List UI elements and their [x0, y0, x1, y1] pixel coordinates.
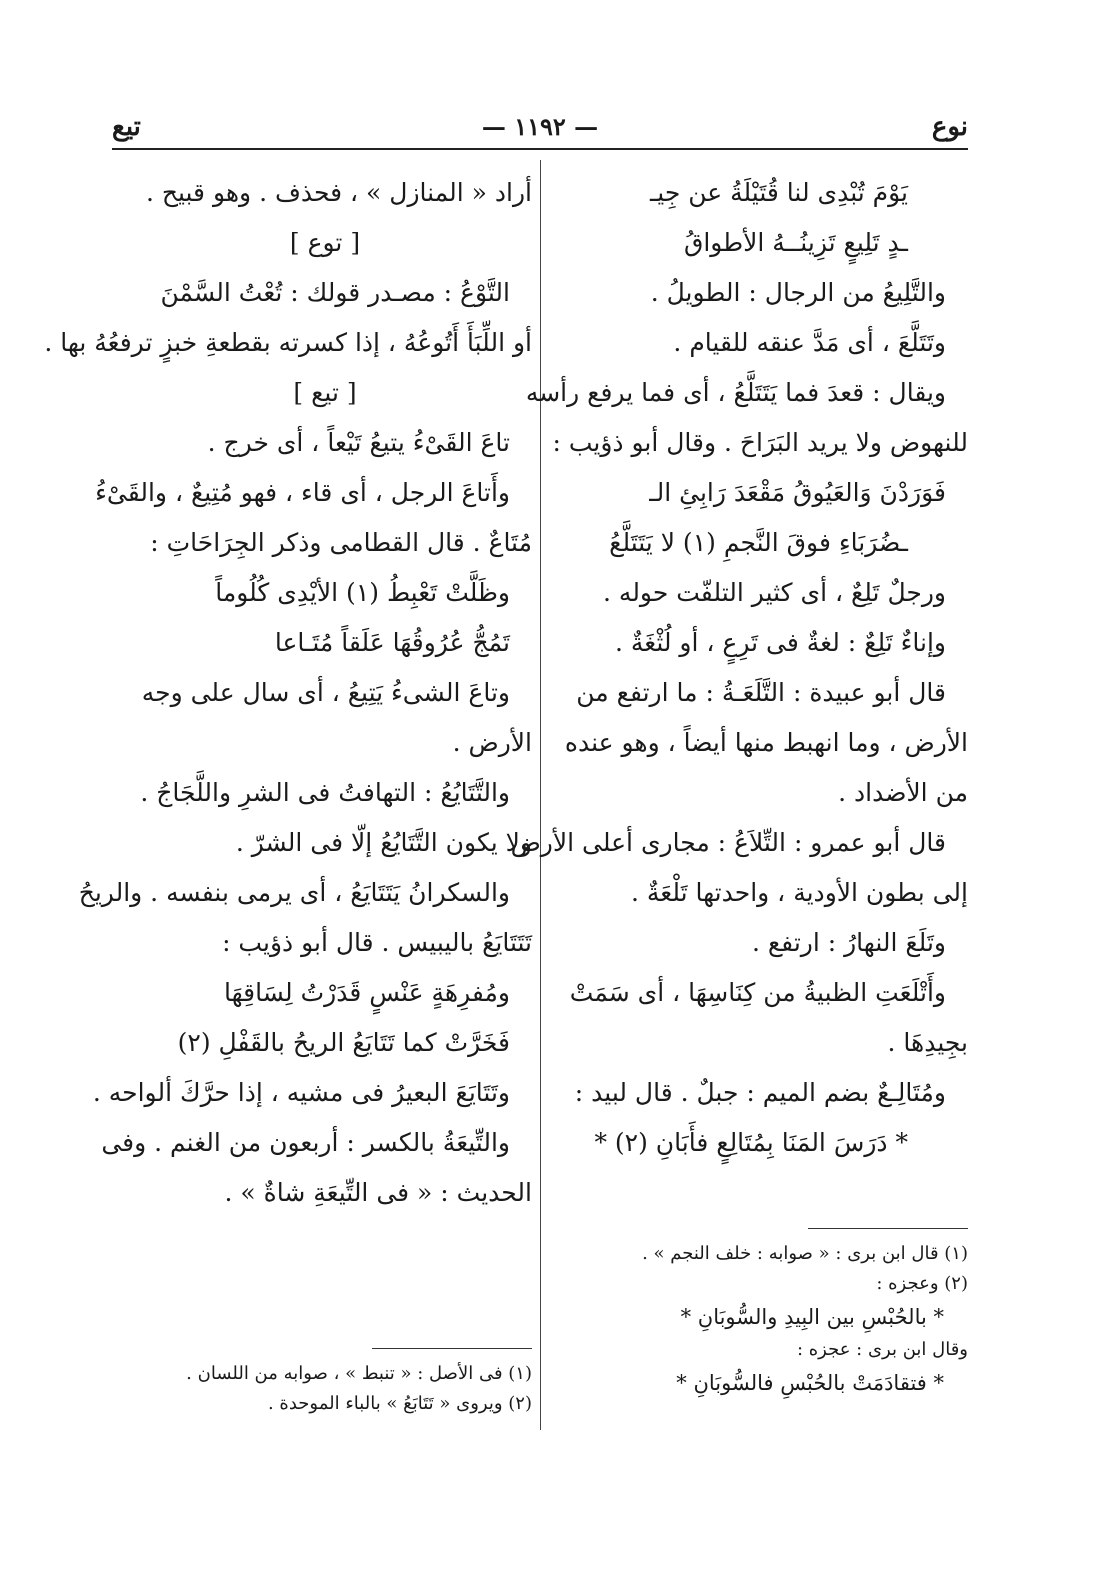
text-line: ورجلٌ تَلِعٌ ، أى كثير التلفّت حوله . — [603, 578, 946, 607]
text-line: وتَتَلَّعَ ، أى مَدَّ عنقه للقيام . — [673, 328, 946, 357]
text-line: تاعَ القَىْءُ يتيعُ تَيْعاً ، أى خرج . — [207, 428, 510, 457]
text-line: يَوْمَ تُبْدِى لنا قُتَيْلَةُ عن جِيـ — [649, 178, 908, 207]
page-header — [112, 108, 968, 150]
header-rule — [112, 148, 968, 150]
text-line: وتاعَ الشىءُ يَتِيعُ ، أى سال على وجه — [141, 678, 510, 707]
text-line: من الأضداد . — [838, 778, 968, 807]
footnote-rule — [372, 1348, 532, 1349]
text-line: قال أبو عمرو : التِّلاَعُ : مجارى أعلى الأرض — [510, 828, 946, 857]
left-footnotes — [118, 1340, 532, 1419]
text-line: ولا يكون التَّتَايُعُ إلّا فى الشرّ . — [235, 828, 532, 857]
text-line: للنهوض ولا يريد البَرَاحَ . وقال أبو ذؤيب : — [552, 428, 968, 457]
text-line: فَوَرَدْنَ وَالعَيُوقُ مَقْعَدَ رَابِئِ الـ — [649, 478, 946, 507]
entry-heading: [ تيع ] — [293, 378, 357, 407]
footnote: (٢) ويروى « تَتَابَعُ » بالباء الموحدة . — [267, 1393, 532, 1414]
footnote: (١) قال ابن برى : « صوابه : خلف النجم » . — [642, 1243, 968, 1264]
text-line: مُتَاعٌ . قال القطامى وذكر الجِرَاحَاتِ : — [150, 528, 532, 557]
text-line: وتَتَايَعَ البعيرُ فى مشيه ، إذا حرَّكَ ألواحه . — [92, 1078, 510, 1107]
left-column — [44, 168, 532, 1218]
text-line: والسكرانُ يَتَتَايَعُ ، أى يرمى بنفسه . والريحُ — [78, 878, 510, 907]
entry-heading: [ توع ] — [289, 228, 361, 257]
footnote-rule — [808, 1228, 968, 1229]
column-separator — [540, 160, 541, 1430]
footnote: وقال ابن برى : عجزه : — [796, 1339, 968, 1360]
footnote: (١) فى الأصل : « تنبط » ، صوابه من اللسان . — [186, 1363, 532, 1384]
text-line: * دَرَسَ المَنَا بِمُتَالِعٍ فأَبَانِ (٢) * — [594, 1128, 908, 1157]
text-line: فَخَرَّتْ كما تَتَايَعُ الريحُ بالقَفْلِ (٢) — [177, 1028, 510, 1057]
text-line: ومُتَالِـعٌ بضم الميم : جبلٌ . قال لبيد : — [574, 1078, 946, 1107]
text-line: والتِّيعَةُ بالكسر : أربعون من الغنم . وفى — [101, 1128, 510, 1157]
text-line: وإناءٌ تَلِعٌ : لغةٌ فى تَرِعٍ ، أو لُثْغَةٌ . — [614, 628, 946, 657]
text-line: تَمُجُّ عُرُوقُهَا عَلَقاً مُتَـاعا — [274, 628, 510, 657]
footnote-verse: * فتقادَمَتْ بالحُبْسِ فالسُّوبَانِ * — [676, 1371, 944, 1395]
text-line: الحديث : « فى التِّيعَةِ شاةٌ » . — [224, 1178, 532, 1207]
text-line: الأرض ، وما انهبط منها أيضاً ، وهو عنده — [564, 728, 968, 757]
header-root-word: نوع — [931, 112, 968, 142]
text-line: أراد « المنازل » ، فحذف . وهو قبيح . — [145, 178, 532, 207]
text-line: بجِيدِهَا . — [887, 1028, 968, 1057]
footnote: (٢) وعجزه : — [876, 1273, 968, 1294]
text-line: وتَلَعَ النهارُ : ارتفع . — [751, 928, 946, 957]
text-line: الأرض . — [452, 728, 532, 757]
text-line: ـضُرَبَاءِ فوقَ النَّجمِ (١) لا يَتَتَلَّعُ — [609, 528, 908, 557]
text-line: وأَتْلَعَتِ الظبيةُ من كِنَاسِهَا ، أى سَمَتْ — [569, 978, 946, 1007]
right-footnotes — [568, 1220, 968, 1401]
footnote-verse: * بالحُبْسِ بين البِيدِ والسُّوبَانِ * — [680, 1305, 944, 1329]
text-line: وظَلَّتْ تَعْبِطُ (١) الأيْدِى كُلُوماً — [215, 578, 510, 607]
text-line: التَّوْعُ : مصـدر قولك : تُعْتُ السَّمْنَ — [160, 278, 510, 307]
right-column — [510, 168, 968, 1168]
text-line: أو اللِّبَأَ أَتُوعُهُ ، إذا كسرته بقطعةِ خبزٍ ترفعُهُ بها . — [44, 328, 532, 357]
text-line: والتَّلِيعُ من الرجال : الطويلُ . — [650, 278, 946, 307]
header-last-root-word: تيع — [112, 112, 141, 142]
text-line: ويقال : قعدَ فما يَتَتَلَّعُ ، أى فما يرفع رأسه — [525, 378, 946, 407]
text-line: إلى بطون الأودية ، واحدتها تَلْعَةٌ . — [631, 878, 968, 907]
text-line: ومُفرِهَةٍ عَنْسٍ قَدَرْتُ لِسَاقِهَا — [224, 978, 510, 1007]
text-line: ـدٍ تَلِيعٍ تَزِينُــهُ الأطواقُ — [683, 228, 908, 257]
text-line: قال أبو عبيدة : التَّلَعَـةُ : ما ارتفع من — [576, 678, 946, 707]
text-line: تَتَتَايَعُ باليبيس . قال أبو ذؤيب : — [222, 928, 532, 957]
text-line: وأَتاعَ الرجل ، أى قاء ، فهو مُتِيعٌ ، والقَىْءُ — [95, 478, 510, 507]
text-line: والتَّتَايُعُ : التهافتُ فى الشرِ واللَّجَاجُ . — [140, 778, 510, 807]
page-number: — ١١٩٢ — — [481, 112, 599, 141]
